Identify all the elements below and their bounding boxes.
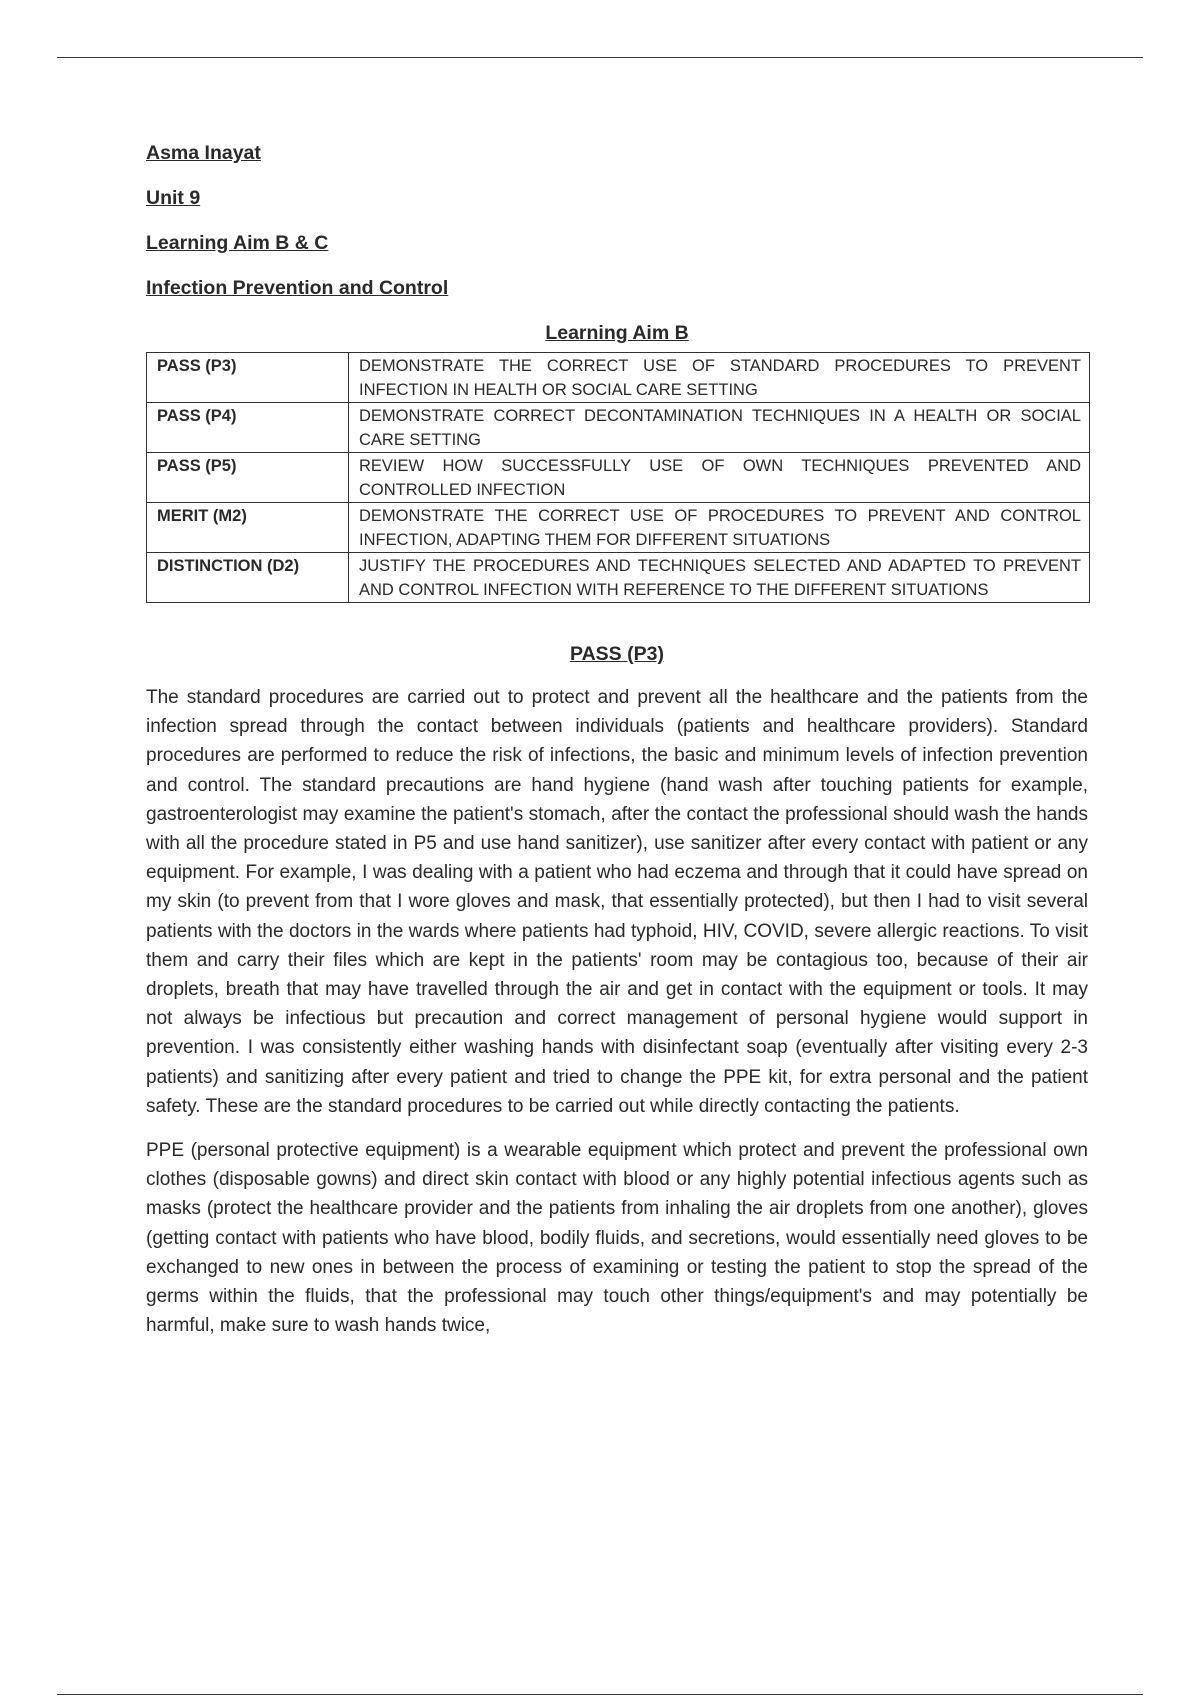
criteria-description: DEMONSTRATE THE CORRECT USE OF STANDARD PROCEDURES TO PREVENT INFECTION IN HEALTH OR SOCIAL CARE SETTING [349, 353, 1090, 403]
criteria-description: DEMONSTRATE CORRECT DECONTAMINATION TECHNIQUES IN A HEALTH OR SOCIAL CARE SETTING [349, 403, 1090, 453]
criteria-description: REVIEW HOW SUCCESSFULLY USE OF OWN TECHNIQUES PREVENTED AND CONTROLLED INFECTION [349, 453, 1090, 503]
table-row [147, 353, 1090, 403]
criteria-description: DEMONSTRATE THE CORRECT USE OF PROCEDURES TO PREVENT AND CONTROL INFECTION, ADAPTING THEM FOR DIFFERENT SITUATIONS [349, 503, 1090, 553]
criteria-description: JUSTIFY THE PROCEDURES AND TECHNIQUES SELECTED AND ADAPTED TO PREVENT AND CONTROL INFECTION WITH REFERENCE TO THE DIFFERENT SITUATIONS [349, 553, 1090, 603]
criteria-code: DISTINCTION (D2) [147, 553, 349, 603]
page-top-rule [57, 57, 1143, 58]
topic-title: Infection Prevention and Control [146, 277, 449, 299]
section-title-pass-p3: PASS (P3) [570, 643, 664, 665]
body-paragraph: PPE (personal protective equipment) is a wearable equipment which protect and prevent the professional own clothes (disposable gowns) and direct skin contact with blood or any highly potential infectious agents such as masks (protect the healthcare provider and the patients from inhaling the air droplets from one another), gloves (getting contact with patients who have blood, bodily fluids, and secretions, would essentially need gloves to be exchanged to new ones in between the process of examining or testing the patient to stop the spread of the germs within the fluids, that the professional may touch other things/equipment's and may potentially be harmful, make sure to wash hands twice, [146, 1140, 1088, 1337]
table-row [147, 453, 1090, 503]
unit-label: Unit 9 [146, 187, 201, 209]
author-name: Asma Inayat [146, 142, 261, 164]
criteria-code: PASS (P5) [147, 453, 349, 503]
table-row [147, 403, 1090, 453]
criteria-code: PASS (P4) [147, 403, 349, 453]
criteria-code: MERIT (M2) [147, 503, 349, 553]
document-body [146, 140, 1088, 1355]
learning-aim-b-title: Learning Aim B [545, 322, 689, 344]
page-bottom-rule [57, 1694, 1143, 1695]
table-row [147, 503, 1090, 553]
table-row [147, 553, 1090, 603]
body-paragraph: The standard procedures are carried out to protect and prevent all the healthcare and the patients from the infection spread through the contact between individuals (patients and healthcare providers). Standard procedures are performed to reduce the risk of infections, the basic and minimum levels of infection prevention and control. The standard precautions are hand hygiene (hand wash after touching patients for example, gastroenterologist may examine the patient's stomach, after the contact the professional should wash the hands with all the procedure stated in P5 and use hand sanitizer), use sanitizer after every contact with patient or any equipment. For example, I was dealing with a patient who had eczema and through that it could have spread on my skin (to prevent from that I wore gloves and mask, that essentially protected), but then I had to visit several patients with the doctors in the wards where patients had typhoid, HIV, COVID, severe allergic reactions. To visit them and carry their files which are kept in the patients' room may be contagious too, because of their air droplets, breath that may have travelled through the air and get in contact with the equipment or tools. It may not always be infectious but precaution and correct management of personal hygiene would support in prevention. I was consistently either washing hands with disinfectant soap (eventually after visiting every 2-3 patients) and sanitizing after every patient and tried to change the PPE kit, for extra personal and the patient safety. These are the standard procedures to be carried out while directly contacting the patients. [146, 687, 1088, 1117]
criteria-code: PASS (P3) [147, 353, 349, 403]
learning-aim-label: Learning Aim B & C [146, 232, 329, 254]
criteria-table [146, 352, 1090, 603]
